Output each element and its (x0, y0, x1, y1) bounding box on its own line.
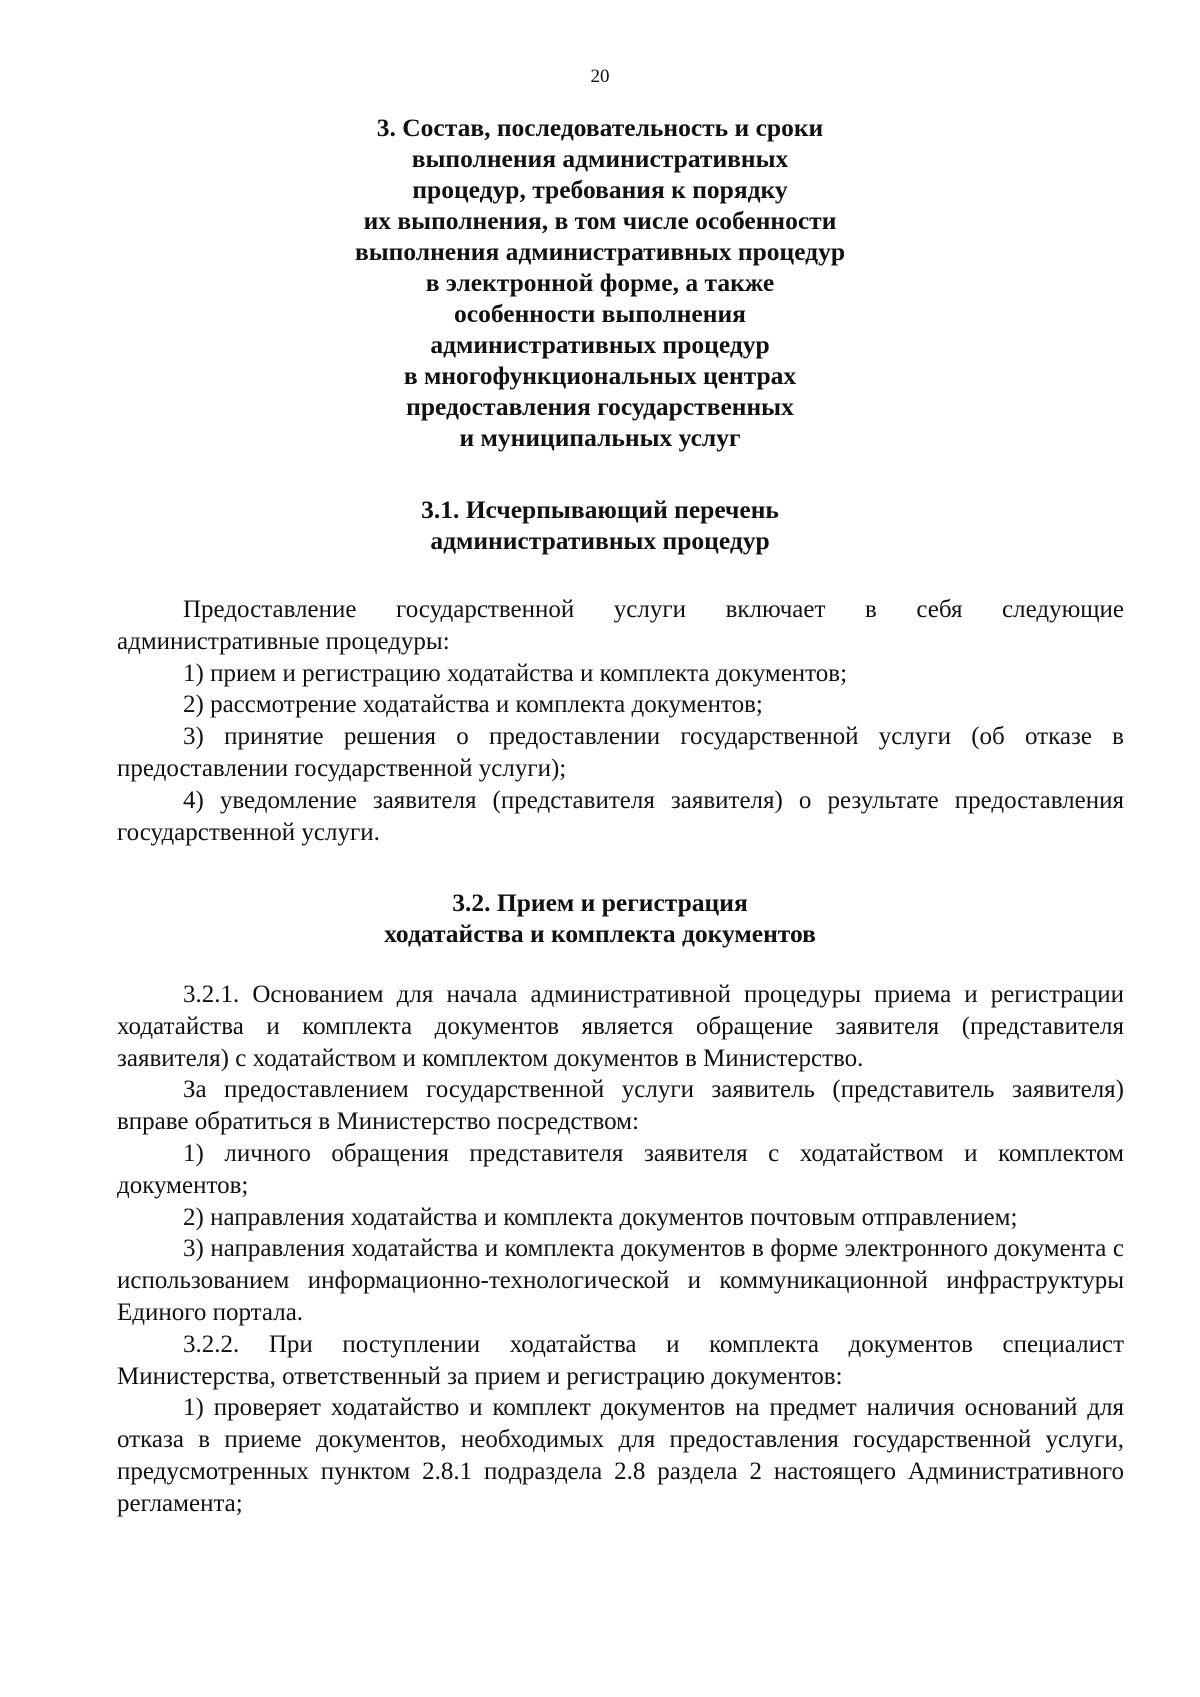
heading-line: их выполнения, в том числе особенности (363, 206, 837, 235)
section-3-heading (300, 112, 900, 453)
paragraph: Предоставление государственной услуги включает в себя следующие административные процедуры: (117, 596, 1124, 655)
heading-line: особенности выполнения (454, 299, 746, 328)
heading-line: выполнения административных (411, 144, 789, 173)
heading-line: процедур, требования к порядку (412, 175, 788, 204)
heading-line: 3. Состав, последовательность и сроки (376, 113, 824, 142)
list-item: 2) рассмотрение ходатайства и комплекта документов; (183, 691, 763, 719)
section-3-2-heading (300, 887, 900, 949)
heading-line: и муниципальных услуг (459, 423, 741, 452)
list-item: 4) уведомление заявителя (представителя заявителя) о результате предоставления государственной услуги. (117, 786, 1124, 846)
paragraph: 3.2.1. Основанием для начала административной процедуры приема и регистрации ходатайства и комплекта документов является обращение заявителя (представителя заявителя) с ходатайством и комплектом документов в Министерство. (117, 981, 1124, 1072)
section-3-1-body (117, 594, 1124, 848)
page-number: 20 (590, 66, 610, 87)
heading-line: административных процедур (430, 526, 770, 555)
heading-line: выполнения административных процедур (354, 237, 846, 266)
heading-line: 3.1. Исчерпывающий перечень (421, 495, 779, 524)
list-item: 1) проверяет ходатайство и комплект документов на предмет наличия оснований для отказа в приеме документов, необходимых для предоставления государственной услуги, предусмотренных пунктом 2.8.1 подраздела 2.8 раздела 2 настоящего Административного регламента; (117, 1394, 1124, 1517)
list-item: 2) направления ходатайства и комплекта документов почтовым отправлением; (183, 1203, 1018, 1231)
heading-line: административных процедур (430, 330, 770, 359)
paragraph: 3.2.2. При поступлении ходатайства и комплекта документов специалист Министерства, ответственный за прием и регистрацию документов: (117, 1330, 1124, 1390)
list-item: 3) принятие решения о предоставлении государственной услуги (об отказе в предоставлении государственной услуги); (117, 723, 1124, 782)
heading-line: предоставления государственных (406, 392, 794, 421)
heading-line: в электронной форме, а также (425, 268, 775, 297)
heading-line: 3.2. Прием и регистрация (452, 888, 748, 917)
section-3-1-heading (300, 494, 900, 556)
heading-line: ходатайства и комплекта документов (384, 919, 816, 948)
paragraph: За предоставлением государственной услуги заявитель (представитель заявителя) вправе обратиться в Министерство посредством: (117, 1076, 1124, 1136)
section-3-2-body (117, 979, 1124, 1520)
heading-line: в многофункциональных центрах (403, 361, 797, 390)
list-item: 1) прием и регистрацию ходатайства и комплекта документов; (183, 659, 848, 687)
list-item: 3) направления ходатайства и комплекта документов в форме электронного документа с использованием информационно-технологической и коммуникационной инфраструктуры Единого портала. (117, 1235, 1124, 1326)
list-item: 1) личного обращения представителя заявителя с ходатайством и комплектом документов; (117, 1139, 1124, 1199)
